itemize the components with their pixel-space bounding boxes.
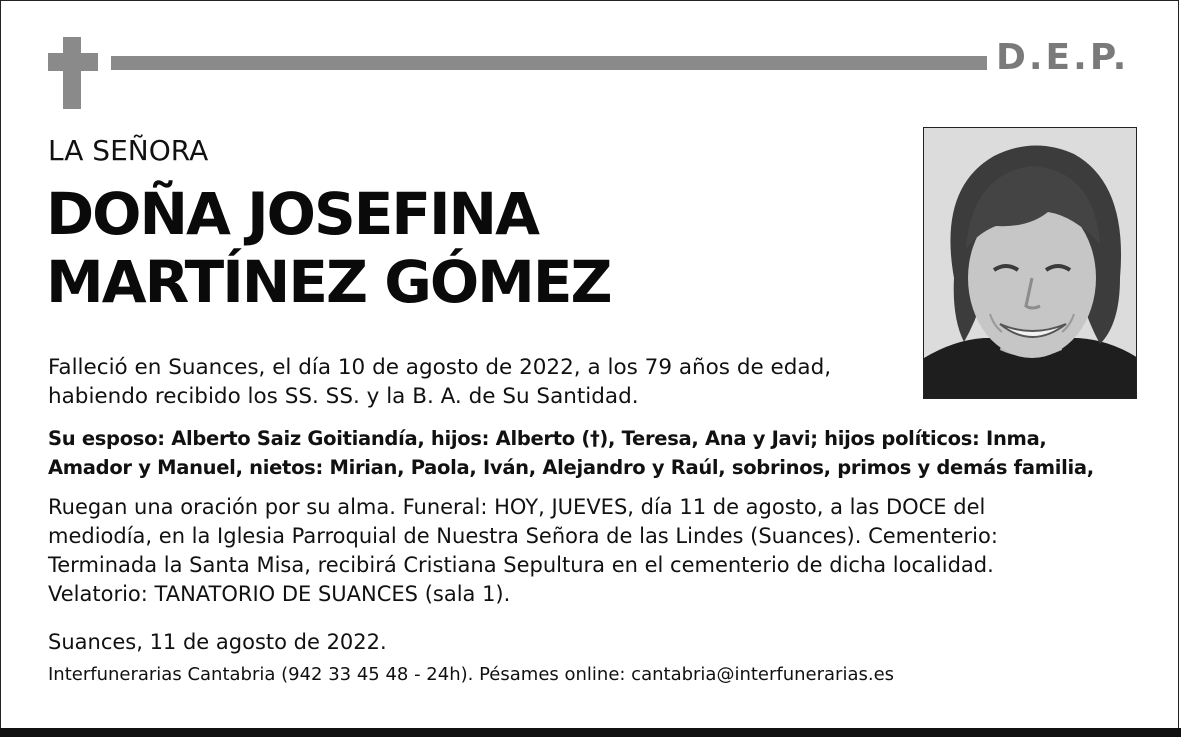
funeral-line-3: Terminada la Santa Misa, recibirá Cristiana Sepultura en el cementerio de dicha localidad. <box>48 553 994 577</box>
name-line-2: MARTÍNEZ GÓMEZ <box>46 248 611 316</box>
death-details <box>48 353 831 411</box>
name-line-1: DOÑA JOSEFINA <box>46 180 538 248</box>
place-date: Suances, 11 de agosto de 2022. <box>48 630 387 654</box>
funeral-line-4: Velatorio: TANATORIO DE SUANCES (sala 1). <box>48 582 511 606</box>
bottom-rule <box>0 728 1181 737</box>
family-list <box>48 424 1094 482</box>
funeral-line-2: mediodía, en la Iglesia Parroquial de Nuestra Señora de las Lindes (Suances). Cementerio: <box>48 524 998 548</box>
portrait-photo <box>923 127 1137 399</box>
family-line-1: Su esposo: Alberto Saiz Goitiandía, hijos: Alberto (†), Teresa, Ana y Javi; hijos políticos: Inma, <box>48 427 1047 450</box>
agency-contact: Interfunerarias Cantabria (942 33 45 48 - 24h). Pésames online: cantabria@interfunerarias.es <box>48 664 895 685</box>
funeral-line-1: Ruegan una oración por su alma. Funeral: HOY, JUEVES, día 11 de agosto, a las DOCE del <box>48 495 986 519</box>
family-line-2: Amador y Manuel, nietos: Mirian, Paola, Iván, Alejandro y Raúl, sobrinos, primos y demás familia, <box>48 456 1094 479</box>
portrait-image <box>924 128 1137 399</box>
header-rule <box>111 56 987 70</box>
death-line-1: Falleció en Suances, el día 10 de agosto de 2022, a los 79 años de edad, <box>48 355 832 380</box>
honorific-prefix: LA SEÑORA <box>48 134 209 167</box>
dep-label: D.E.P. <box>996 37 1130 78</box>
deceased-name <box>46 180 611 316</box>
death-line-2: habiendo recibido los SS. SS. y la B. A. de Su Santidad. <box>48 384 639 409</box>
funeral-details <box>48 493 998 609</box>
